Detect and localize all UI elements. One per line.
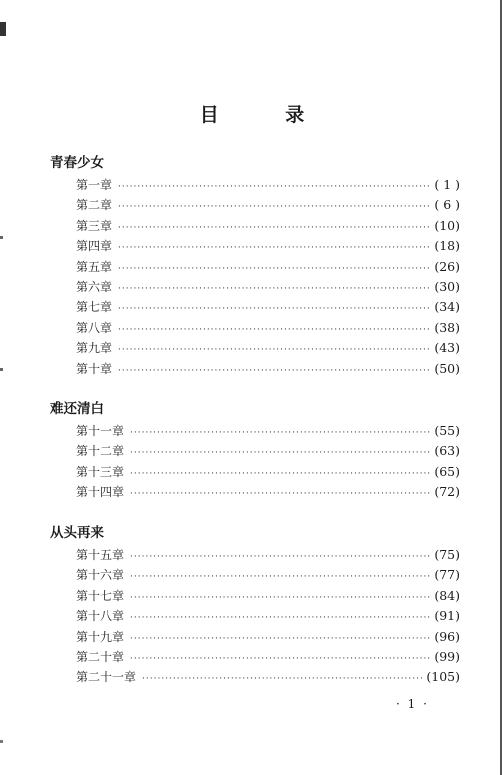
page-number: (65) (434, 463, 460, 479)
page-number: (18) (434, 238, 460, 254)
toc-entry[interactable] (50, 175, 460, 195)
page-number: (26) (434, 258, 460, 274)
chapter-title: 第二十章 (76, 649, 125, 664)
toc-entry[interactable] (50, 586, 460, 606)
leader-dots (118, 299, 430, 319)
page-number: ( 1 ) (434, 177, 460, 192)
chapter-title: 第十四章 (76, 485, 125, 500)
chapter-title: 第四章 (76, 239, 113, 254)
leader-dots (118, 361, 430, 381)
toc-entry[interactable] (50, 565, 460, 585)
toc-entry[interactable] (50, 297, 460, 317)
leader-dots (130, 547, 430, 567)
scan-speck (0, 236, 3, 239)
leader-dots (142, 669, 422, 689)
chapter-title: 第八章 (76, 320, 113, 335)
leader-dots (118, 320, 430, 340)
page-number: (91) (434, 608, 460, 624)
toc-section (50, 153, 460, 379)
chapter-title: 第五章 (76, 259, 113, 274)
chapter-title: 第三章 (76, 218, 113, 233)
chapter-title: 第九章 (76, 341, 113, 356)
page-number: (63) (434, 443, 460, 459)
page-number: (55) (434, 423, 460, 438)
toc-entry[interactable] (50, 667, 460, 687)
page-number: (38) (434, 319, 460, 335)
toc-entry[interactable] (50, 216, 460, 236)
leader-dots (130, 567, 430, 587)
page-number: (72) (434, 484, 460, 500)
leader-dots (130, 629, 430, 649)
page-number: (50) (434, 360, 460, 376)
page-number: (34) (434, 299, 460, 315)
leader-dots (130, 608, 430, 628)
leader-dots (118, 279, 430, 299)
toc-entry[interactable] (50, 338, 460, 358)
toc-entry[interactable] (50, 318, 460, 338)
toc-entry[interactable] (50, 236, 460, 256)
page-number: (43) (434, 340, 460, 356)
toc-entry[interactable] (50, 359, 460, 379)
toc-entry[interactable] (50, 441, 460, 461)
section-heading: 难还清白 (50, 401, 104, 417)
page-title: 目 录 (199, 104, 335, 126)
toc-section (50, 399, 460, 503)
page-number: (77) (434, 567, 460, 583)
page-number: ( 6 ) (434, 197, 460, 213)
leader-dots (118, 259, 430, 279)
leader-dots (130, 443, 430, 463)
leader-dots (118, 197, 430, 217)
toc-entry[interactable] (50, 482, 460, 502)
toc-entry[interactable] (50, 462, 460, 482)
page-number: (75) (434, 547, 460, 562)
chapter-title: 第十章 (76, 361, 113, 376)
toc-entry[interactable] (50, 195, 460, 215)
page-number: (30) (434, 278, 460, 294)
page-number: (105) (426, 669, 460, 685)
chapter-title: 第十八章 (76, 609, 125, 624)
leader-dots (130, 588, 430, 608)
page-number: (10) (434, 217, 460, 233)
chapter-title: 第十二章 (76, 444, 125, 459)
leader-dots (118, 218, 430, 238)
toc-entry[interactable] (50, 545, 460, 565)
scan-mark-top-left (0, 22, 6, 36)
toc-section (50, 523, 460, 688)
leader-dots (130, 423, 430, 443)
toc-entry[interactable] (50, 421, 460, 441)
chapter-title: 第二十一章 (76, 670, 137, 685)
section-heading: 青春少女 (50, 155, 104, 171)
page-number: (84) (434, 587, 460, 603)
chapter-title: 第十三章 (76, 464, 125, 479)
scan-speck (0, 740, 3, 743)
leader-dots (118, 238, 430, 258)
page-number: (96) (434, 628, 460, 644)
chapter-title: 第一章 (76, 178, 113, 192)
chapter-title: 第七章 (76, 300, 113, 315)
toc-entry[interactable] (50, 606, 460, 626)
leader-dots (118, 340, 430, 360)
chapter-title: 第二章 (76, 198, 113, 213)
leader-dots (118, 177, 430, 197)
leader-dots (130, 649, 430, 669)
chapter-title: 第十七章 (76, 588, 125, 603)
toc-entry[interactable] (50, 647, 460, 667)
page-number: (99) (434, 648, 460, 664)
toc-entry[interactable] (50, 257, 460, 277)
page-folio: · 1 · (396, 697, 429, 711)
chapter-title: 第十一章 (76, 424, 125, 438)
section-heading: 从头再来 (50, 525, 104, 541)
leader-dots (130, 484, 430, 504)
toc-entry[interactable] (50, 627, 460, 647)
chapter-title: 第十六章 (76, 568, 125, 583)
scan-speck (0, 368, 3, 371)
leader-dots (130, 464, 430, 484)
chapter-title: 第十九章 (76, 629, 125, 644)
toc-entry[interactable] (50, 277, 460, 297)
chapter-title: 第十五章 (76, 548, 125, 562)
chapter-title: 第六章 (76, 279, 113, 294)
